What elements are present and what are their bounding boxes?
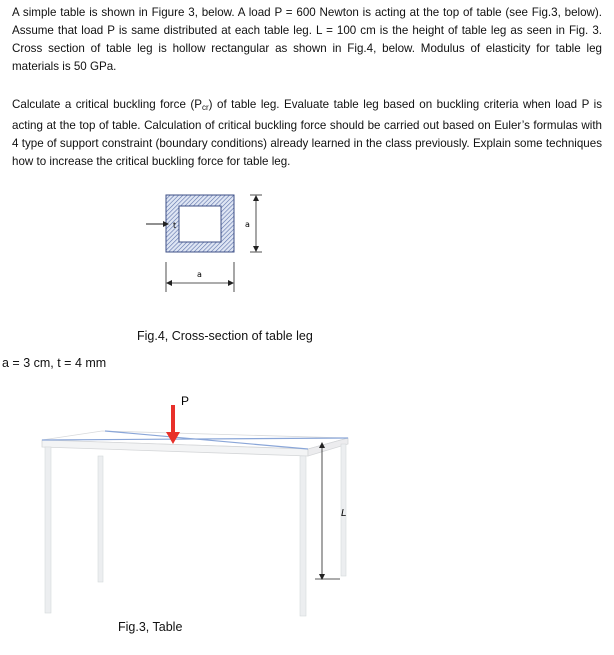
label-L: L xyxy=(341,508,347,519)
table-leg-back-left xyxy=(98,456,103,582)
paragraph-2-part-1: Calculate a critical buckling force (P xyxy=(12,98,202,111)
label-a-side: a xyxy=(245,220,250,229)
label-P: P xyxy=(181,394,190,408)
label-t: t xyxy=(173,221,177,230)
dimensions-text: a = 3 cm, t = 4 mm xyxy=(2,356,107,370)
load-arrow-shaft xyxy=(171,405,175,435)
table-leg-front-right xyxy=(300,456,306,616)
figure-3-caption: Fig.3, Table xyxy=(118,620,183,634)
paragraph-2-part-2: ) of table leg. Evaluate table leg based on buckling criteria when load P is acting at the top of table. Calculation of critical buckling force should be carried out based on Euler’s formulas with 4 type of support constraint (boundary conditions) already learned in the class previously. Explain some techniques how to increase the critical buckling force for table leg. xyxy=(12,98,602,168)
problem-paragraph-1: A simple table is shown in Figure 3, below. A load P = 600 Newton is acting at the top of table (see Fig.3, below). Assume that load P is same distributed at each table leg. L = 100 cm is the height of table leg as seen in Fig. 3. Cross section of table leg is hollow rectangular as shown in Fig.4, below. Modulus of elasticity for table leg materials is 50 GPa. xyxy=(12,6,602,73)
figure-4-caption: Fig.4, Cross-section of table leg xyxy=(137,329,313,343)
label-a-bottom: a xyxy=(197,270,202,279)
table-leg-front-left xyxy=(45,447,51,613)
cr-subscript: cr xyxy=(202,103,209,112)
